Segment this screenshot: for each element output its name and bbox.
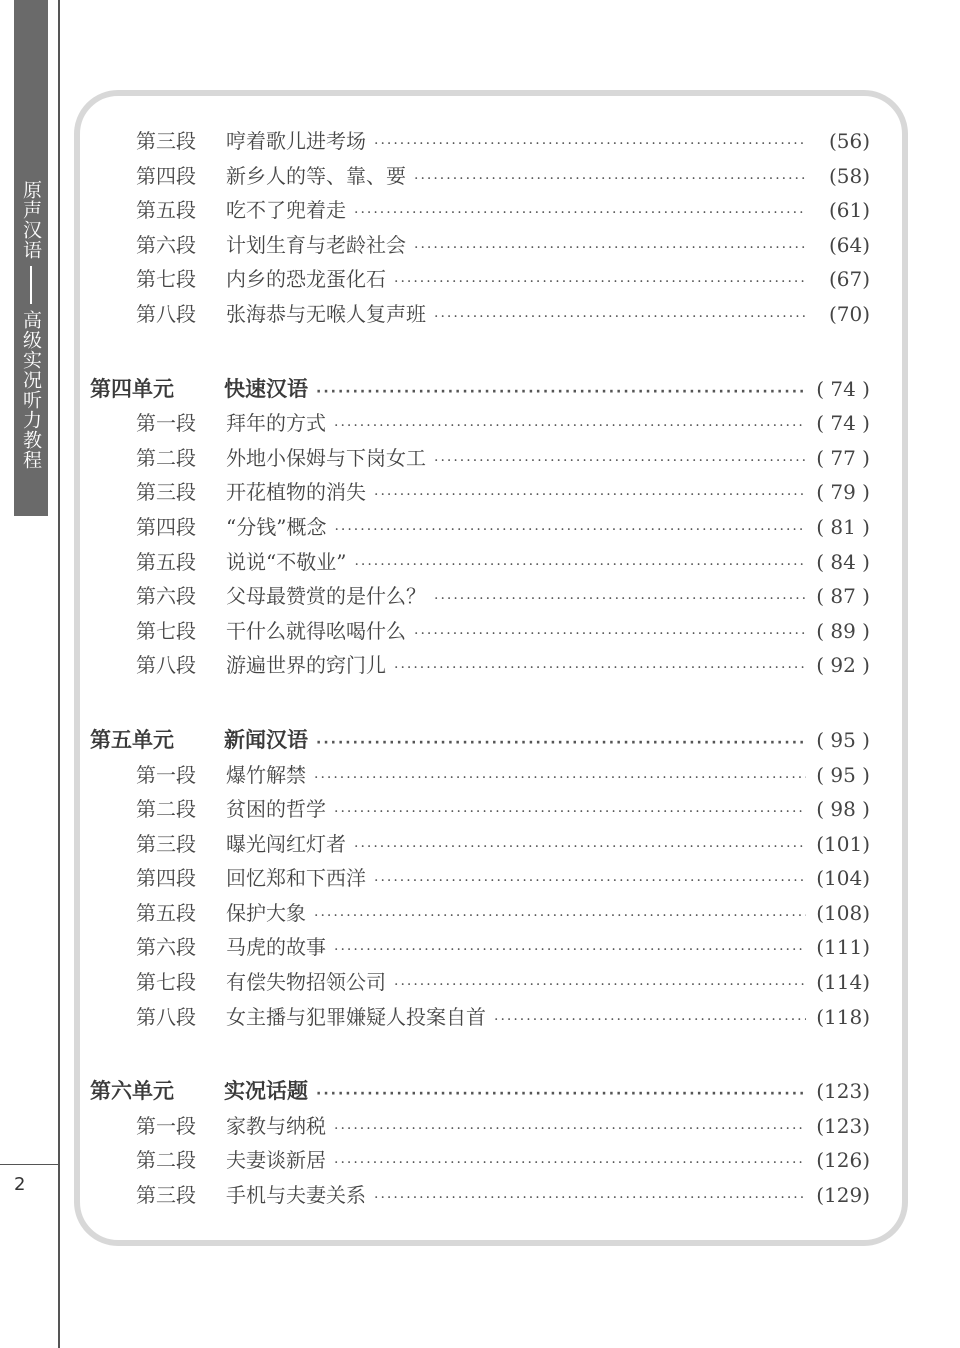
section-label: 第一段 [136, 411, 196, 436]
section-title: 女主播与犯罪嫌疑人投案自首 [226, 1004, 486, 1029]
section-title: 回忆郑和下西洋 [226, 866, 366, 891]
margin-line [58, 0, 60, 1348]
page-ref: ( 92 ) [816, 653, 870, 678]
page-ref: (70) [828, 301, 870, 326]
unit-label: 第六单元 [90, 1079, 174, 1104]
dot-leader [374, 864, 806, 899]
section-label: 第七段 [136, 618, 196, 643]
dot-leader [414, 162, 806, 197]
page-ref: (58) [828, 163, 870, 188]
toc-item-row [90, 758, 870, 793]
section-title: 有偿失物招领公司 [226, 970, 386, 995]
toc-item-row [90, 1178, 870, 1213]
dot-leader [374, 1181, 806, 1216]
dot-leader [334, 1146, 806, 1181]
unit-label: 第四单元 [90, 376, 174, 401]
page-ref: (104) [816, 866, 870, 891]
section-label: 第三段 [136, 480, 196, 505]
dot-leader [394, 968, 806, 1003]
dot-leader [316, 375, 806, 410]
dot-leader [434, 300, 806, 335]
page-ref: ( 79 ) [816, 480, 870, 505]
section-gap [90, 1034, 870, 1074]
section-title: “分钱”概念 [226, 514, 327, 539]
section-label: 第八段 [136, 301, 196, 326]
page-ref: (123) [816, 1113, 870, 1138]
toc-item-row [90, 579, 870, 614]
dot-leader [394, 265, 806, 300]
section-title: 拜年的方式 [226, 411, 326, 436]
page-ref: ( 98 ) [816, 797, 870, 822]
dot-leader [354, 830, 806, 865]
dot-leader [334, 1112, 806, 1147]
page-ref: (123) [816, 1079, 870, 1104]
dot-leader [354, 548, 806, 583]
toc-item-row [90, 441, 870, 476]
toc-item-row [90, 648, 870, 683]
section-label: 第六段 [136, 584, 196, 609]
dot-leader [334, 933, 806, 968]
toc-item-row [90, 475, 870, 510]
section-title: 贫困的哲学 [226, 797, 326, 822]
toc-item-row [90, 297, 870, 332]
page-ref: ( 87 ) [816, 584, 870, 609]
page-ref: (111) [816, 935, 870, 960]
section-title: 干什么就得吆喝什么 [226, 618, 406, 643]
dot-leader [354, 196, 806, 231]
section-label: 第三段 [136, 831, 196, 856]
section-title: 手机与夫妻关系 [226, 1183, 366, 1208]
toc-unit-row [90, 723, 870, 758]
side-title-dash [30, 266, 32, 304]
dot-leader [374, 127, 806, 162]
page-ref: (126) [816, 1148, 870, 1173]
page-ref: (61) [828, 198, 870, 223]
page-ref: ( 95 ) [816, 727, 870, 752]
margin-rule [0, 1164, 60, 1165]
section-label: 第八段 [136, 653, 196, 678]
section-title: 说说“不敬业” [226, 549, 347, 574]
toc-item-row [90, 545, 870, 580]
toc-item-row [90, 1000, 870, 1035]
section-label: 第五段 [136, 198, 196, 223]
section-title: 哼着歌儿进考场 [226, 129, 366, 153]
dot-leader [414, 617, 806, 652]
dot-leader [334, 795, 806, 830]
section-label: 第一段 [136, 762, 196, 787]
page-ref: ( 81 ) [816, 514, 870, 539]
page-ref: ( 74 ) [816, 376, 870, 401]
page-ref: ( 89 ) [816, 618, 870, 643]
section-title: 新乡人的等、靠、要 [226, 163, 406, 188]
section-gap [90, 683, 870, 723]
section-title: 马虎的故事 [226, 935, 326, 960]
section-title: 保护大象 [226, 900, 306, 925]
toc-item-row [90, 827, 870, 862]
section-title: 计划生育与老龄社会 [226, 232, 406, 257]
section-label: 第六段 [136, 232, 196, 257]
side-title-part-2: 高级实况听力教程 [20, 310, 42, 470]
section-label: 第四段 [136, 514, 196, 539]
toc-item-row [90, 228, 870, 263]
section-title: 张海恭与无喉人复声班 [226, 301, 426, 326]
toc-item-row [90, 930, 870, 965]
section-title: 夫妻谈新居 [226, 1148, 326, 1173]
section-label: 第一段 [136, 1113, 196, 1138]
dot-leader [434, 444, 806, 479]
dot-leader [334, 513, 806, 548]
section-label: 第五段 [136, 900, 196, 925]
page-ref: (64) [828, 232, 870, 257]
toc-item-row [90, 406, 870, 441]
section-title: 曝光闯红灯者 [226, 831, 346, 856]
toc-item-row [90, 159, 870, 194]
section-title: 内乡的恐龙蛋化石 [226, 267, 386, 292]
toc-item-row [90, 1143, 870, 1178]
toc-item-row [90, 510, 870, 545]
page-ref: (118) [816, 1004, 870, 1029]
dot-leader [316, 726, 806, 761]
section-title: 开花植物的消失 [226, 480, 366, 505]
dot-leader [314, 761, 806, 796]
unit-label: 第五单元 [90, 727, 174, 752]
unit-title: 快速汉语 [224, 376, 308, 401]
section-label: 第二段 [136, 1148, 196, 1173]
side-book-title [14, 180, 48, 470]
section-title: 家教与纳税 [226, 1113, 326, 1138]
section-title: 父母最赞赏的是什么？ [226, 584, 426, 609]
page-ref: ( 77 ) [816, 445, 870, 470]
section-title: 游遍世界的窍门儿 [226, 653, 386, 678]
section-label: 第七段 [136, 267, 196, 292]
page-number: 2 [14, 1174, 26, 1195]
section-label: 第四段 [136, 163, 196, 188]
toc-unit-row [90, 1074, 870, 1109]
unit-title: 实况话题 [224, 1079, 308, 1104]
page-ref: (56) [828, 129, 870, 153]
page-ref: ( 84 ) [816, 549, 870, 574]
page-ref: (101) [816, 831, 870, 856]
table-of-contents [90, 124, 870, 1213]
page-ref: (67) [828, 267, 870, 292]
section-gap [90, 332, 870, 372]
dot-leader [414, 231, 806, 266]
page-ref: ( 74 ) [816, 411, 870, 436]
dot-leader [434, 582, 806, 617]
toc-item-row [90, 614, 870, 649]
dot-leader [334, 409, 806, 444]
toc-item-row [90, 861, 870, 896]
section-label: 第五段 [136, 549, 196, 574]
toc-item-row [90, 792, 870, 827]
toc-unit-row [90, 372, 870, 407]
toc-item-row [90, 193, 870, 228]
section-label: 第八段 [136, 1004, 196, 1029]
section-label: 第三段 [136, 1183, 196, 1208]
section-title: 爆竹解禁 [226, 762, 306, 787]
section-label: 第二段 [136, 797, 196, 822]
toc-item-row [90, 1109, 870, 1144]
dot-leader [374, 478, 806, 513]
side-title-part-1: 原声汉语 [20, 180, 42, 260]
toc-item-row [90, 965, 870, 1000]
page-ref: (129) [816, 1183, 870, 1208]
toc-item-row [90, 124, 870, 159]
section-title: 吃不了兜着走 [226, 198, 346, 223]
unit-title: 新闻汉语 [224, 727, 308, 752]
section-label: 第三段 [136, 129, 196, 153]
section-label: 第二段 [136, 445, 196, 470]
section-label: 第七段 [136, 970, 196, 995]
page-ref: ( 95 ) [816, 762, 870, 787]
toc-item-row [90, 262, 870, 297]
dot-leader [494, 1003, 806, 1038]
page-ref: (114) [816, 970, 870, 995]
section-label: 第四段 [136, 866, 196, 891]
section-label: 第六段 [136, 935, 196, 960]
dot-leader [316, 1077, 806, 1112]
toc-item-row [90, 896, 870, 931]
dot-leader [394, 651, 806, 686]
section-title: 外地小保姆与下岗女工 [226, 445, 426, 470]
dot-leader [314, 899, 806, 934]
page-ref: (108) [816, 900, 870, 925]
